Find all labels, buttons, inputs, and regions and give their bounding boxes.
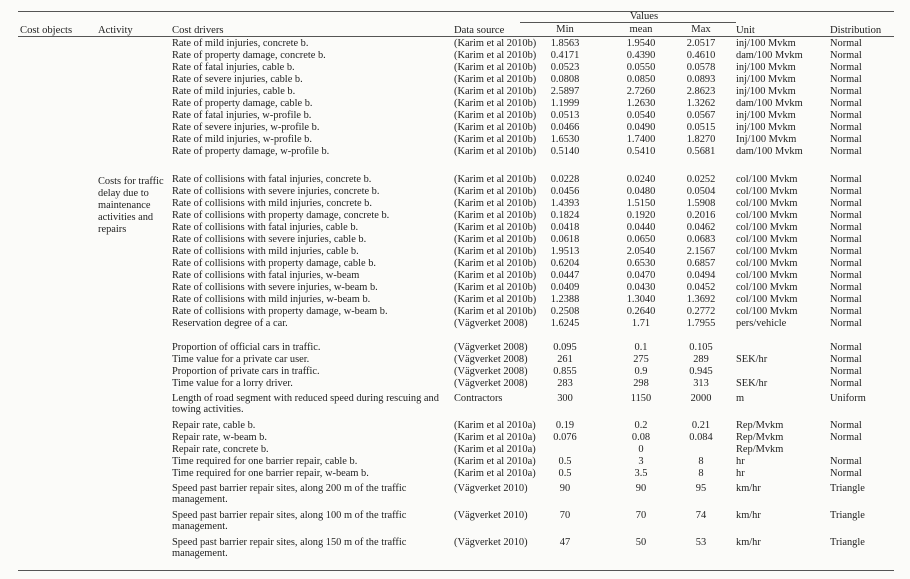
cell-driver: Time value for a lorry driver. <box>172 378 293 389</box>
cell-unit: Rep/Mvkm <box>736 444 784 455</box>
cell-dist: Normal <box>830 366 862 377</box>
cell-unit: col/100 Mvkm <box>736 234 798 245</box>
cell-min: 0.0523 <box>550 62 580 73</box>
cell-source: (Karim et al 2010a) <box>454 444 536 455</box>
header-max: Max <box>691 24 711 35</box>
cell-max: 0.0683 <box>686 234 716 245</box>
cell-unit: SEK/hr <box>736 378 768 389</box>
cell-driver: Rate of collisions with fatal injuries, w-beam <box>172 270 360 281</box>
cell-source: (Karim et al 2010b) <box>454 98 537 109</box>
cell-max: 1.8270 <box>686 134 716 145</box>
cell-unit: inj/100 Mvkm <box>736 110 796 121</box>
cell-min: 0.5140 <box>550 146 580 157</box>
cell-dist: Normal <box>830 294 862 305</box>
cell-mean: 2.7260 <box>626 86 656 97</box>
cell-mean: 275 <box>633 354 649 365</box>
cell-mean: 0.0540 <box>626 110 656 121</box>
cell-min: 0.5 <box>558 468 572 479</box>
cell-driver: Rate of property damage, concrete b. <box>172 50 326 61</box>
cell-source: (Karim et al 2010b) <box>454 186 537 197</box>
cell-source: (Karim et al 2010b) <box>454 306 537 317</box>
cell-max: 0.084 <box>689 432 713 443</box>
cell-source: (Vägverket 2008) <box>454 318 528 329</box>
cell-driver: Speed past barrier repair sites, along 200 m of the traffic management. <box>172 483 407 505</box>
cell-max: 1.7955 <box>686 318 716 329</box>
cell-max: 0.2016 <box>686 210 716 221</box>
cell-source: (Karim et al 2010b) <box>454 146 537 157</box>
cell-source: (Karim et al 2010a) <box>454 468 536 479</box>
cell-unit: Rep/Mvkm <box>736 420 784 431</box>
cell-dist: Normal <box>830 174 862 185</box>
cell-max: 1.5908 <box>686 198 716 209</box>
cell-unit: col/100 Mvkm <box>736 270 798 281</box>
cell-max: 0.0504 <box>686 186 716 197</box>
cell-min: 1.6530 <box>550 134 580 145</box>
cell-dist: Normal <box>830 354 862 365</box>
cell-max: 0.21 <box>691 420 711 431</box>
header-mean: mean <box>629 24 653 35</box>
cell-mean: 0.0470 <box>626 270 656 281</box>
cell-min: 283 <box>557 378 573 389</box>
cell-driver: Rate of collisions with mild injuries, cable b. <box>172 246 359 257</box>
cell-unit: Inj/100 Mvkm <box>736 134 797 145</box>
cell-mean: 0.0850 <box>626 74 656 85</box>
cell-source: (Vägverket 2010) <box>454 510 528 521</box>
cell-source: (Vägverket 2010) <box>454 483 528 494</box>
cell-max: 53 <box>695 537 707 548</box>
cell-mean: 70 <box>635 510 647 521</box>
cell-dist: Triangle <box>830 510 865 521</box>
cell-unit: km/hr <box>736 510 761 521</box>
cell-driver: Rate of mild injuries, concrete b. <box>172 38 309 49</box>
cell-driver: Rate of collisions with mild injuries, concrete b. <box>172 198 372 209</box>
cell-unit: col/100 Mvkm <box>736 282 798 293</box>
cell-dist: Normal <box>830 146 862 157</box>
cell-unit: col/100 Mvkm <box>736 294 798 305</box>
cell-driver: Rate of collisions with property damage, concrete b. <box>172 210 390 221</box>
cell-driver: Rate of mild injuries, w-profile b. <box>172 134 312 145</box>
cell-dist: Normal <box>830 420 862 431</box>
cell-mean: 0.2640 <box>626 306 656 317</box>
cell-min: 1.6245 <box>550 318 580 329</box>
cell-source: (Karim et al 2010a) <box>454 432 536 443</box>
cell-min: 1.9513 <box>550 246 580 257</box>
cell-driver: Rate of collisions with property damage, w-beam b. <box>172 306 388 317</box>
cell-min: 0.0228 <box>550 174 580 185</box>
cell-min: 0.0447 <box>550 270 580 281</box>
cell-max: 0.0462 <box>686 222 716 233</box>
cell-dist: Normal <box>830 456 862 467</box>
cell-max: 0.0515 <box>686 122 716 133</box>
cell-max: 2.1567 <box>686 246 716 257</box>
cell-source: (Karim et al 2010b) <box>454 294 537 305</box>
cell-max: 289 <box>693 354 709 365</box>
cell-dist: Normal <box>830 50 862 61</box>
cell-max: 1.3262 <box>686 98 716 109</box>
cell-min: 90 <box>559 483 571 494</box>
cell-min: 261 <box>557 354 573 365</box>
cell-driver: Time required for one barrier repair, cable b. <box>172 456 358 467</box>
cell-driver: Speed past barrier repair sites, along 100 m of the traffic management. <box>172 510 407 532</box>
cell-unit: dam/100 Mvkm <box>736 50 803 61</box>
cell-min: 0.0418 <box>550 222 580 233</box>
cell-min: 0.1824 <box>550 210 580 221</box>
cell-source: (Karim et al 2010b) <box>454 62 537 73</box>
cell-dist: Normal <box>830 342 862 353</box>
cell-min: 0.6204 <box>550 258 580 269</box>
table-bottom-rule <box>18 570 894 571</box>
cell-unit: inj/100 Mvkm <box>736 122 796 133</box>
table-top-rule <box>18 11 894 12</box>
cell-max: 0.0452 <box>686 282 716 293</box>
cell-mean: 1.9540 <box>626 38 656 49</box>
cell-max: 0.5681 <box>686 146 716 157</box>
cell-min: 0.5 <box>558 456 572 467</box>
cell-dist: Normal <box>830 38 862 49</box>
cell-max: 2000 <box>690 393 712 404</box>
cell-max: 0.4610 <box>686 50 716 61</box>
cell-unit: pers/vehicle <box>736 318 787 329</box>
cell-mean: 0.6530 <box>626 258 656 269</box>
cell-min: 47 <box>559 537 571 548</box>
cell-source: (Karim et al 2010b) <box>454 234 537 245</box>
cell-source: (Vägverket 2008) <box>454 354 528 365</box>
cell-dist: Normal <box>830 234 862 245</box>
cell-mean: 0.0240 <box>626 174 656 185</box>
cell-dist: Normal <box>830 98 862 109</box>
cell-driver: Repair rate, w-beam b. <box>172 432 267 443</box>
cell-driver: Repair rate, concrete b. <box>172 444 269 455</box>
cell-source: (Karim et al 2010b) <box>454 222 537 233</box>
cell-dist: Normal <box>830 186 862 197</box>
cell-min: 1.8563 <box>550 38 580 49</box>
cell-unit: Rep/Mvkm <box>736 432 784 443</box>
header-activity: Activity <box>98 25 133 36</box>
cell-dist: Normal <box>830 198 862 209</box>
cell-unit: dam/100 Mvkm <box>736 146 803 157</box>
cell-unit: col/100 Mvkm <box>736 246 798 257</box>
cell-mean: 0.1920 <box>626 210 656 221</box>
cell-min: 300 <box>557 393 573 404</box>
cell-mean: 0.0650 <box>626 234 656 245</box>
cell-source: (Karim et al 2010b) <box>454 258 537 269</box>
cell-mean: 1150 <box>630 393 652 404</box>
cell-min: 1.1999 <box>550 98 580 109</box>
cell-unit: col/100 Mvkm <box>736 258 798 269</box>
cell-max: 95 <box>695 483 707 494</box>
header-min: Min <box>556 24 574 35</box>
cell-max: 313 <box>693 378 709 389</box>
cell-dist: Normal <box>830 74 862 85</box>
cell-mean: 0.5410 <box>626 146 656 157</box>
header-cost-objects: Cost objects <box>20 25 73 36</box>
cell-unit: hr <box>736 456 745 467</box>
cell-max: 1.3692 <box>686 294 716 305</box>
cell-mean: 0.0480 <box>626 186 656 197</box>
cell-source: (Karim et al 2010b) <box>454 282 537 293</box>
cell-min: 0.0466 <box>550 122 580 133</box>
header-distribution: Distribution <box>830 25 882 36</box>
cell-source: (Karim et al 2010b) <box>454 122 537 133</box>
cell-source: (Vägverket 2008) <box>454 366 528 377</box>
cell-min: 1.2388 <box>550 294 580 305</box>
cell-driver: Rate of collisions with mild injuries, w-beam b. <box>172 294 371 305</box>
cell-source: (Karim et al 2010b) <box>454 270 537 281</box>
cell-dist: Normal <box>830 270 862 281</box>
cell-driver: Rate of fatal injuries, cable b. <box>172 62 295 73</box>
cell-driver: Rate of property damage, w-profile b. <box>172 146 330 157</box>
cell-source: (Vägverket 2010) <box>454 537 528 548</box>
cell-driver: Repair rate, cable b. <box>172 420 256 431</box>
cell-dist: Normal <box>830 258 862 269</box>
cell-unit: inj/100 Mvkm <box>736 74 796 85</box>
cell-dist: Normal <box>830 246 862 257</box>
cell-driver: Rate of severe injuries, w-profile b. <box>172 122 320 133</box>
cell-source: (Karim et al 2010b) <box>454 86 537 97</box>
cell-max: 0.105 <box>689 342 713 353</box>
cell-mean: 0.08 <box>631 432 651 443</box>
cell-unit: dam/100 Mvkm <box>736 98 803 109</box>
cell-dist: Normal <box>830 468 862 479</box>
cell-mean: 0.1 <box>634 342 648 353</box>
cell-mean: 0.4390 <box>626 50 656 61</box>
cell-mean: 0.0430 <box>626 282 656 293</box>
cell-max: 8 <box>698 456 704 467</box>
cell-driver: Rate of collisions with severe injuries, w-beam b. <box>172 282 378 293</box>
cell-driver: Proportion of private cars in traffic. <box>172 366 320 377</box>
cell-unit: SEK/hr <box>736 354 768 365</box>
cell-driver: Rate of collisions with property damage, cable b. <box>172 258 377 269</box>
cell-mean: 0.0490 <box>626 122 656 133</box>
cell-source: (Karim et al 2010b) <box>454 174 537 185</box>
cell-source: Contractors <box>454 393 503 404</box>
cell-unit: col/100 Mvkm <box>736 306 798 317</box>
cell-min: 0.855 <box>553 366 577 377</box>
cell-mean: 1.5150 <box>626 198 656 209</box>
cell-mean: 1.71 <box>631 318 651 329</box>
cell-mean: 0.2 <box>634 420 648 431</box>
cell-unit: col/100 Mvkm <box>736 174 798 185</box>
cell-max: 2.0517 <box>686 38 716 49</box>
cell-mean: 298 <box>633 378 649 389</box>
cell-max: 0.0252 <box>686 174 716 185</box>
cell-source: (Karim et al 2010b) <box>454 246 537 257</box>
cell-driver: Rate of property damage, cable b. <box>172 98 313 109</box>
cell-driver: Reservation degree of a car. <box>172 318 288 329</box>
cell-mean: 0.0550 <box>626 62 656 73</box>
cell-dist: Normal <box>830 378 862 389</box>
cell-source: (Karim et al 2010b) <box>454 198 537 209</box>
cell-min: 0.19 <box>555 420 575 431</box>
cell-min: 0.0456 <box>550 186 580 197</box>
cell-source: (Vägverket 2008) <box>454 378 528 389</box>
cell-source: (Karim et al 2010b) <box>454 74 537 85</box>
cell-source: (Karim et al 2010b) <box>454 38 537 49</box>
cell-dist: Normal <box>830 86 862 97</box>
cell-mean: 90 <box>635 483 647 494</box>
cell-min: 0.0513 <box>550 110 580 121</box>
cell-dist: Normal <box>830 432 862 443</box>
cell-max: 0.2772 <box>686 306 716 317</box>
cell-driver: Time value for a private car user. <box>172 354 310 365</box>
cell-mean: 3 <box>638 456 644 467</box>
cell-unit: col/100 Mvkm <box>736 210 798 221</box>
cell-unit: col/100 Mvkm <box>736 186 798 197</box>
cell-mean: 50 <box>635 537 647 548</box>
cell-min: 0.0808 <box>550 74 580 85</box>
cell-source: (Karim et al 2010b) <box>454 210 537 221</box>
cell-source: (Karim et al 2010b) <box>454 110 537 121</box>
header-data-source: Data source <box>454 25 505 36</box>
cell-min: 0.4171 <box>550 50 580 61</box>
cell-max: 0.0494 <box>686 270 716 281</box>
cell-max: 0.945 <box>689 366 713 377</box>
cell-min: 0.0618 <box>550 234 580 245</box>
cell-driver: Rate of collisions with fatal injuries, cable b. <box>172 222 359 233</box>
header-unit: Unit <box>736 25 755 36</box>
cell-max: 0.6857 <box>686 258 716 269</box>
cell-driver: Speed past barrier repair sites, along 150 m of the traffic management. <box>172 537 407 559</box>
cell-mean: 3.5 <box>634 468 648 479</box>
cell-mean: 0 <box>638 444 644 455</box>
cell-dist: Normal <box>830 306 862 317</box>
cell-unit: inj/100 Mvkm <box>736 62 796 73</box>
cell-dist: Uniform <box>830 393 866 404</box>
cell-max: 0.0893 <box>686 74 716 85</box>
cell-driver: Rate of collisions with severe injuries, concrete b. <box>172 186 380 197</box>
cell-max: 2.8623 <box>686 86 716 97</box>
cell-source: (Vägverket 2008) <box>454 342 528 353</box>
header-cost-drivers: Cost drivers <box>172 25 224 36</box>
cell-source: (Karim et al 2010a) <box>454 456 536 467</box>
cell-dist: Normal <box>830 134 862 145</box>
cell-source: (Karim et al 2010b) <box>454 134 537 145</box>
cell-unit: inj/100 Mvkm <box>736 38 796 49</box>
cell-max: 0.0567 <box>686 110 716 121</box>
cell-dist: Normal <box>830 222 862 233</box>
cell-driver: Length of road segment with reduced speed during rescuing and towing activities. <box>172 393 439 415</box>
cell-driver: Proportion of official cars in traffic. <box>172 342 321 353</box>
cell-min: 2.5897 <box>550 86 580 97</box>
cell-driver: Rate of collisions with severe injuries, cable b. <box>172 234 367 245</box>
cell-unit: km/hr <box>736 483 761 494</box>
cell-driver: Time required for one barrier repair, w-beam b. <box>172 468 369 479</box>
cell-min: 0.2508 <box>550 306 580 317</box>
cell-source: (Karim et al 2010a) <box>454 420 536 431</box>
cell-min: 70 <box>559 510 571 521</box>
cell-unit: m <box>736 393 745 404</box>
cell-min: 0.0409 <box>550 282 580 293</box>
cell-dist: Normal <box>830 318 862 329</box>
cell-unit: km/hr <box>736 537 761 548</box>
cell-dist: Triangle <box>830 483 865 494</box>
cell-unit: hr <box>736 468 745 479</box>
cell-driver: Rate of severe injuries, cable b. <box>172 74 303 85</box>
cell-dist: Normal <box>830 282 862 293</box>
cell-mean: 1.7400 <box>626 134 656 145</box>
cell-dist: Normal <box>830 62 862 73</box>
cell-min: 0.076 <box>553 432 577 443</box>
cell-driver: Rate of fatal injuries, w-profile b. <box>172 110 312 121</box>
cell-dist: Normal <box>830 110 862 121</box>
cell-max: 74 <box>695 510 707 521</box>
cell-mean: 1.3040 <box>626 294 656 305</box>
cell-unit: col/100 Mvkm <box>736 222 798 233</box>
cell-min: 0.095 <box>553 342 577 353</box>
cell-mean: 2.0540 <box>626 246 656 257</box>
cell-mean: 1.2630 <box>626 98 656 109</box>
cell-unit: inj/100 Mvkm <box>736 86 796 97</box>
cell-source: (Karim et al 2010b) <box>454 50 537 61</box>
cell-driver: Rate of collisions with fatal injuries, concrete b. <box>172 174 372 185</box>
cell-max: 0.0578 <box>686 62 716 73</box>
cell-min: 1.4393 <box>550 198 580 209</box>
cell-mean: 0.9 <box>634 366 648 377</box>
cell-dist: Normal <box>830 122 862 133</box>
cell-mean: 0.0440 <box>626 222 656 233</box>
cell-unit: col/100 Mvkm <box>736 198 798 209</box>
cell-driver: Rate of mild injuries, cable b. <box>172 86 296 97</box>
activity-traffic-delay: Costs for traffic delay due to maintenance activities and repairs <box>98 176 164 235</box>
cell-dist: Triangle <box>830 537 865 548</box>
cell-max: 8 <box>698 468 704 479</box>
header-values: Values <box>629 11 659 22</box>
cell-dist: Normal <box>830 210 862 221</box>
